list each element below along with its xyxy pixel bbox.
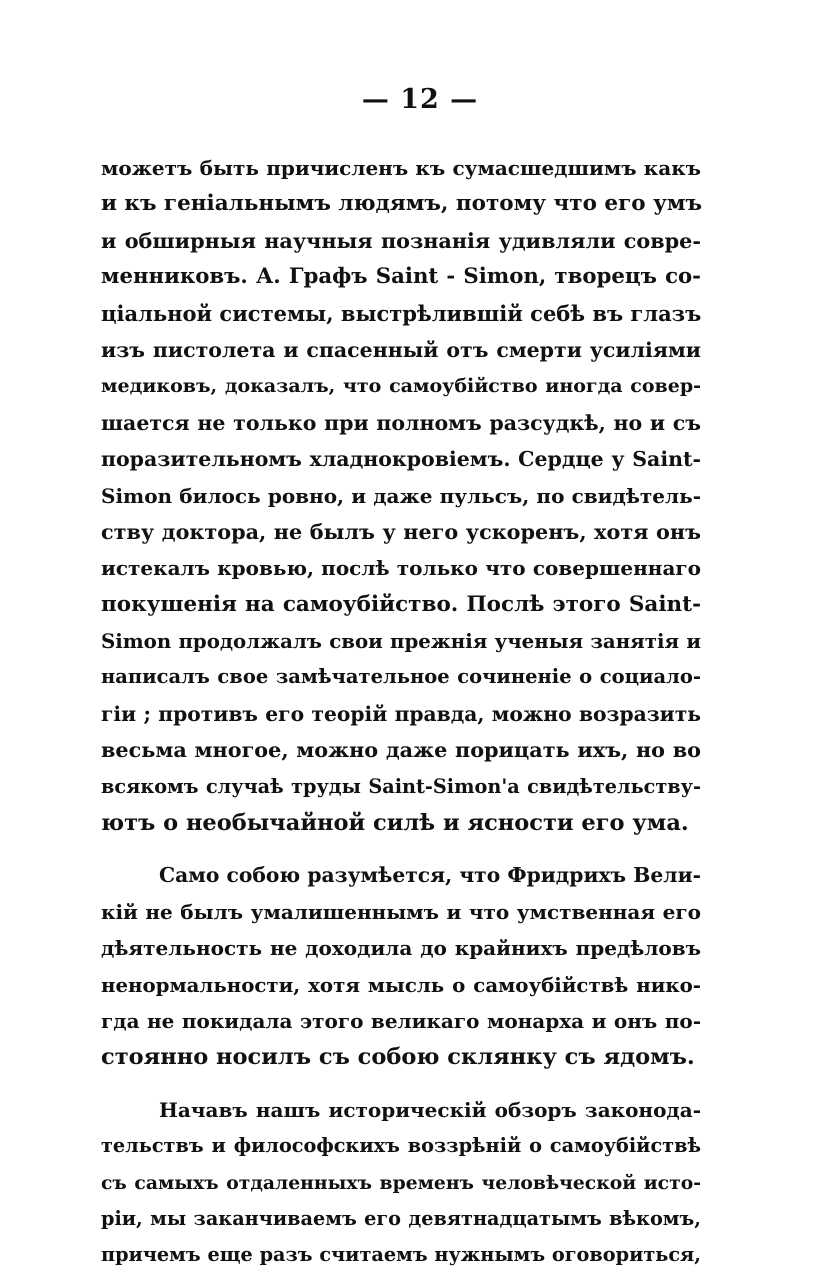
text-line: истекалъ кровью, послѣ только что совершеннаго: [101, 556, 701, 581]
text-line: написалъ свое замѣчательное сочиненіе о социало-: [101, 665, 701, 689]
text-line: и къ геніальнымъ людямъ, потому что его умъ: [101, 191, 703, 217]
text-line: шается не только при полномъ разсудкѣ, но и съ: [101, 410, 701, 435]
page-number: — 12 —: [361, 84, 479, 115]
text-line: съ самыхъ отдаленныхъ временъ человѣческой исто-: [101, 1171, 701, 1194]
text-line: менниковъ. А. Графъ Saint - Simon, творецъ со-: [101, 264, 701, 290]
text-line: поразительномъ хладнокровіемъ. Сердце у Saint-: [101, 447, 701, 472]
text-line: весьма многое, можно даже порицать ихъ, но во: [101, 738, 701, 763]
text-line: Simon билось ровно, и даже пульсъ, по свидѣтель-: [101, 483, 701, 508]
text-line: Simon продолжалъ свои прежнія ученыя занятія и: [101, 629, 701, 654]
text-line: ству доктора, не былъ у него ускоренъ, хотя онъ: [101, 519, 701, 544]
paragraph-3: [101, 1092, 701, 1274]
text-line: гда не покидала этого великаго монарха и онъ по-: [101, 1008, 701, 1033]
text-line: всякомъ случаѣ труды Saint-Simon'а свидѣтельству-: [101, 774, 701, 798]
text-line: можетъ быть причисленъ къ сумасшедшимъ какъ: [101, 156, 701, 180]
text-line: дѣятельность не доходила до крайнихъ предѣловъ: [101, 936, 701, 961]
text-line: Начавъ нашъ историческій обзоръ законода-: [159, 1097, 701, 1122]
text-line: причемъ еще разъ считаемъ нужнымъ оговориться,: [101, 1243, 701, 1267]
text-line: кій не былъ умалишеннымъ и что умственная его: [101, 899, 701, 924]
text-line: ріи, мы заканчиваемъ его девятнадцатымъ вѣкомъ,: [101, 1206, 701, 1230]
text-line: ненормальности, хотя мысль о самоубійствѣ нико-: [101, 972, 701, 997]
text-line: тельствъ и философскихъ воззрѣній о самоубійствѣ: [101, 1134, 701, 1158]
text-line: медиковъ, доказалъ, что самоубійство иногда совер-: [101, 375, 701, 398]
text-line: изъ пистолета и спасенный отъ смерти усиліями: [101, 337, 701, 362]
text-line: Само собою разумѣется, что Фридрихъ Вели-: [159, 863, 701, 888]
paragraph-1: [101, 150, 701, 841]
text-line: покушенія на самоубійство. Послѣ этого Saint-: [101, 591, 701, 617]
text-line: ютъ о необычайной силѣ и ясности его ума.: [101, 810, 689, 837]
text-line: и обширныя научныя познанія удивляли совре-: [101, 228, 701, 253]
text-line: гіи ; противъ его теорій правда, можно возразить: [101, 701, 701, 726]
text-line: ціальной системы, выстрѣлившій себѣ въ глазъ: [101, 300, 702, 326]
text-line: стоянно носилъ съ собою склянку съ ядомъ.: [101, 1044, 695, 1071]
paragraph-2: [101, 857, 701, 1075]
text-body: [101, 150, 701, 1274]
